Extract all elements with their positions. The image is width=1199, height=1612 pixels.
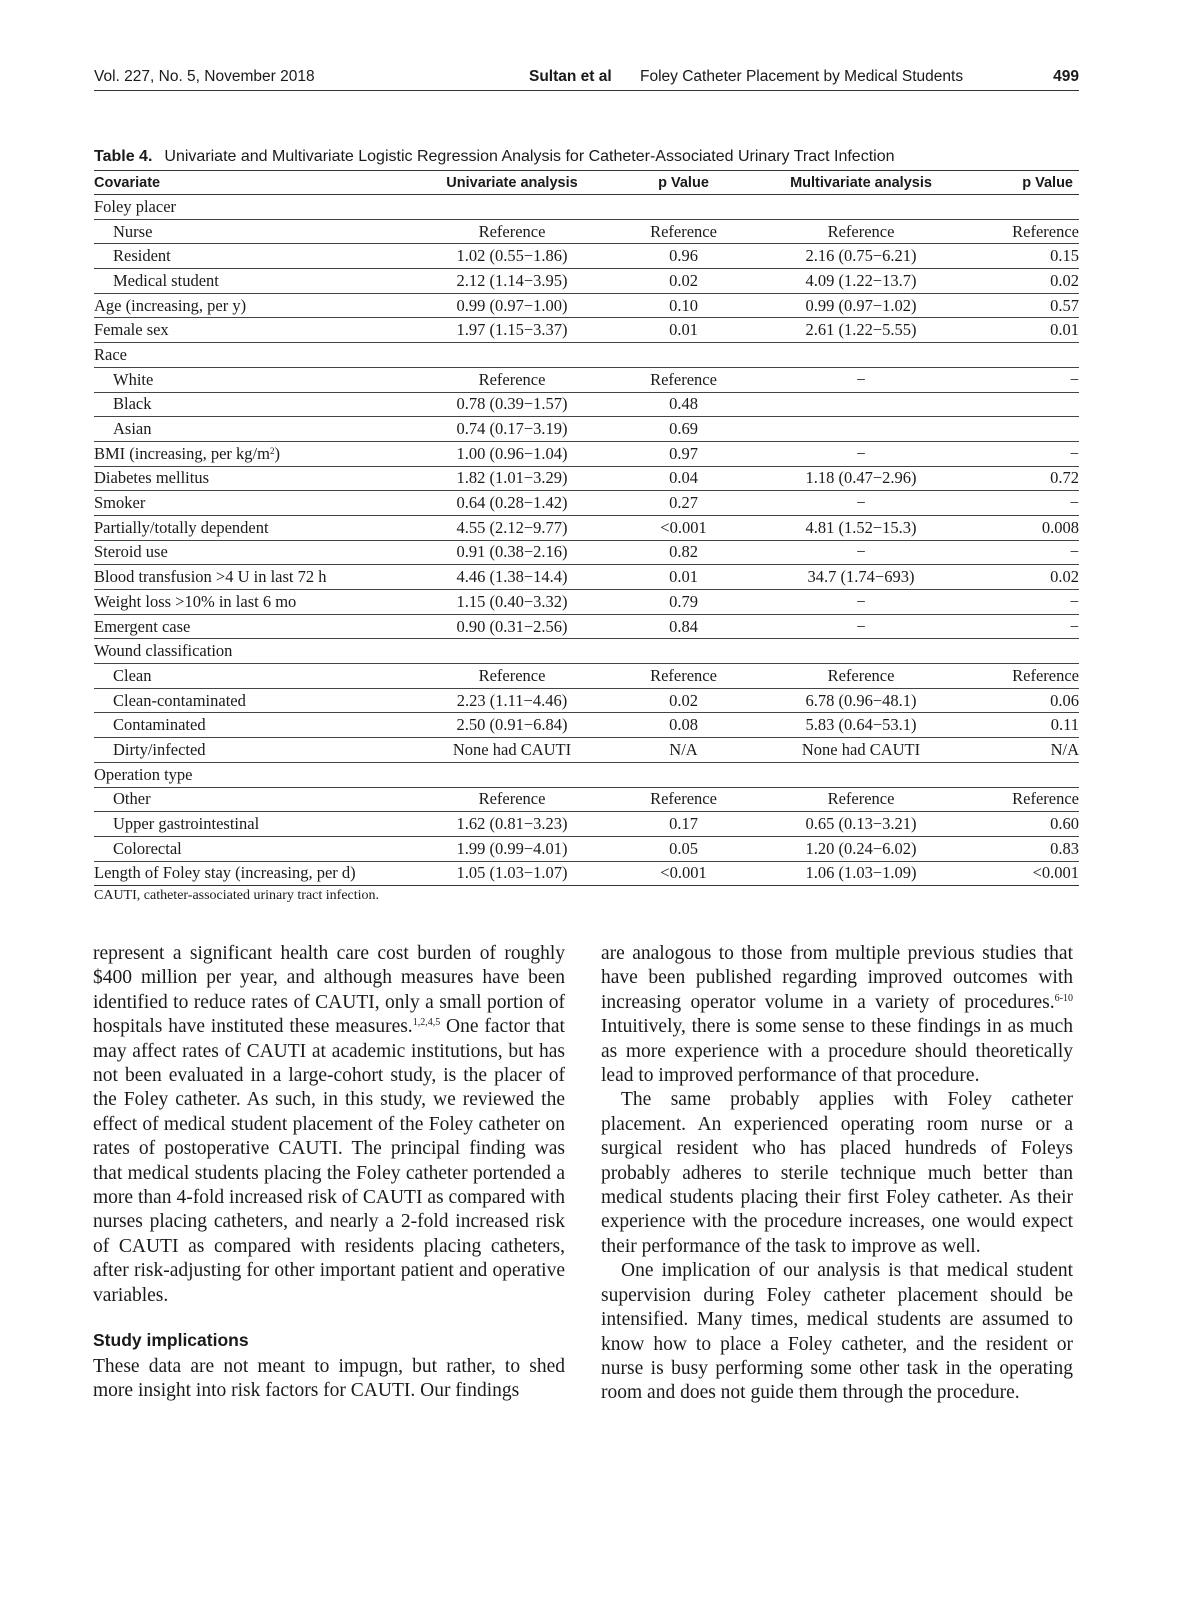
- univariate-p-value: 0.02: [598, 269, 769, 294]
- multivariate-value: [769, 417, 953, 442]
- univariate-p-value: 0.82: [598, 540, 769, 565]
- univariate-value: 2.23 (1.11−4.46): [426, 688, 598, 713]
- univariate-value: 0.78 (0.39−1.57): [426, 392, 598, 417]
- univariate-value: 1.05 (1.03−1.07): [426, 861, 598, 886]
- multivariate-value: 2.16 (0.75−6.21): [769, 244, 953, 269]
- multivariate-p-value: 0.06: [953, 688, 1079, 713]
- univariate-p-value: Reference: [598, 367, 769, 392]
- univariate-value: None had CAUTI: [426, 738, 598, 763]
- univariate-value: 1.99 (0.99−4.01): [426, 836, 598, 861]
- univariate-value: 4.55 (2.12−9.77): [426, 515, 598, 540]
- univariate-p-value: 0.10: [598, 293, 769, 318]
- page-number: 499: [1053, 68, 1079, 85]
- univariate-p-value: <0.001: [598, 515, 769, 540]
- multivariate-p-value: [953, 195, 1079, 220]
- paragraph: [93, 942, 565, 1308]
- univariate-p-value: [598, 343, 769, 368]
- univariate-p-value: 0.96: [598, 244, 769, 269]
- univariate-value: Reference: [426, 367, 598, 392]
- covariate-label: Resident: [94, 244, 426, 269]
- covariate-label: Steroid use: [94, 540, 426, 565]
- table-row: [94, 343, 1079, 368]
- multivariate-value: 1.20 (0.24−6.02): [769, 836, 953, 861]
- col-header-univariate: Univariate analysis: [426, 171, 598, 195]
- univariate-value: 1.82 (1.01−3.29): [426, 466, 598, 491]
- covariate-label: Race: [94, 343, 426, 368]
- table-row: [94, 392, 1079, 417]
- univariate-p-value: 0.48: [598, 392, 769, 417]
- univariate-p-value: 0.17: [598, 812, 769, 837]
- univariate-p-value: 0.04: [598, 466, 769, 491]
- covariate-label: Contaminated: [94, 713, 426, 738]
- multivariate-value: 34.7 (1.74−693): [769, 565, 953, 590]
- covariate-label: Colorectal: [94, 836, 426, 861]
- covariate-label: Medical student: [94, 269, 426, 294]
- multivariate-value: [769, 639, 953, 664]
- multivariate-p-value: [953, 639, 1079, 664]
- multivariate-p-value: Reference: [953, 787, 1079, 812]
- multivariate-value: 6.78 (0.96−48.1): [769, 688, 953, 713]
- paragraph-text: Intuitively, there is some sense to these findings in as much as more experience with a procedure should theoretically lead to improved performance of that procedure.: [601, 1016, 1073, 1087]
- table-header-row: [94, 171, 1079, 195]
- table-row: [94, 787, 1079, 812]
- table-row: [94, 762, 1079, 787]
- table-row: [94, 219, 1079, 244]
- table-row: [94, 836, 1079, 861]
- regression-table: [94, 170, 1079, 886]
- multivariate-p-value: 0.72: [953, 466, 1079, 491]
- paragraph: One implication of our analysis is that medical student supervision during Foley catheter placement should be intensified. Many times, medical students are assumed to know how to place a Foley catheter, and the resident or nurse is busy performing some other task in the operating room and does not guide them through the procedure.: [601, 1260, 1073, 1404]
- table-caption-text: Univariate and Multivariate Logistic Regression Analysis for Catheter-Associated Urinary Tract Infection: [164, 148, 895, 165]
- table-row: [94, 417, 1079, 442]
- multivariate-value: Reference: [769, 219, 953, 244]
- univariate-value: 0.90 (0.31−2.56): [426, 614, 598, 639]
- covariate-label: Clean-contaminated: [94, 688, 426, 713]
- paragraph-text: represent a significant health care cost burden of roughly $400 million per year, and although measures have been identified to reduce rates of CAUTI, only a small portion of hospitals have instituted these measures.: [93, 943, 565, 1038]
- running-header: [94, 66, 1079, 91]
- col-header-multivariate: Multivariate analysis: [769, 171, 953, 195]
- table-row: [94, 491, 1079, 516]
- table-row: [94, 713, 1079, 738]
- covariate-label: Operation type: [94, 762, 426, 787]
- univariate-p-value: Reference: [598, 787, 769, 812]
- table-row: [94, 664, 1079, 689]
- univariate-value: 2.50 (0.91−6.84): [426, 713, 598, 738]
- univariate-value: 2.12 (1.14−3.95): [426, 269, 598, 294]
- univariate-value: 0.91 (0.38−2.16): [426, 540, 598, 565]
- covariate-label: BMI (increasing, per $kg/m^2$): [94, 441, 426, 466]
- multivariate-value: −: [769, 614, 953, 639]
- multivariate-p-value: −: [953, 590, 1079, 615]
- section-subheading: Study implications: [93, 1330, 249, 1351]
- multivariate-p-value: 0.008: [953, 515, 1079, 540]
- multivariate-p-value: 0.57: [953, 293, 1079, 318]
- paragraph-text: are analogous to those from multiple previous studies that have been published regarding improved outcomes with increasing operator volume in a variety of procedures.: [601, 943, 1073, 1013]
- multivariate-p-value: −: [953, 441, 1079, 466]
- univariate-value: 4.46 (1.38−14.4): [426, 565, 598, 590]
- multivariate-value: 4.81 (1.52−15.3): [769, 515, 953, 540]
- univariate-value: [426, 343, 598, 368]
- univariate-p-value: 0.27: [598, 491, 769, 516]
- multivariate-p-value: −: [953, 367, 1079, 392]
- univariate-p-value: 0.01: [598, 565, 769, 590]
- multivariate-p-value: 0.15: [953, 244, 1079, 269]
- multivariate-value: [769, 195, 953, 220]
- univariate-p-value: 0.84: [598, 614, 769, 639]
- univariate-value: [426, 195, 598, 220]
- table-row: [94, 318, 1079, 343]
- table-row: [94, 861, 1079, 886]
- multivariate-value: 5.83 (0.64−53.1): [769, 713, 953, 738]
- multivariate-value: None had CAUTI: [769, 738, 953, 763]
- col-header-covariate: Covariate: [94, 171, 426, 195]
- multivariate-p-value: [953, 343, 1079, 368]
- multivariate-p-value: −: [953, 614, 1079, 639]
- covariate-label: Upper gastrointestinal: [94, 812, 426, 837]
- univariate-value: 0.64 (0.28−1.42): [426, 491, 598, 516]
- multivariate-p-value: Reference: [953, 219, 1079, 244]
- multivariate-p-value: [953, 392, 1079, 417]
- table-row: [94, 466, 1079, 491]
- covariate-label: Other: [94, 787, 426, 812]
- covariate-label: Foley placer: [94, 195, 426, 220]
- multivariate-p-value: <0.001: [953, 861, 1079, 886]
- table-row: [94, 565, 1079, 590]
- covariate-label: Smoker: [94, 491, 426, 516]
- multivariate-value: Reference: [769, 664, 953, 689]
- multivariate-p-value: 0.02: [953, 269, 1079, 294]
- table-row: [94, 540, 1079, 565]
- table-row: [94, 688, 1079, 713]
- multivariate-value: 0.65 (0.13−3.21): [769, 812, 953, 837]
- table-row: [94, 367, 1079, 392]
- univariate-value: 1.02 (0.55−1.86): [426, 244, 598, 269]
- covariate-label: Nurse: [94, 219, 426, 244]
- univariate-p-value: 0.97: [598, 441, 769, 466]
- table-row: [94, 614, 1079, 639]
- univariate-value: 1.00 (0.96−1.04): [426, 441, 598, 466]
- univariate-value: Reference: [426, 219, 598, 244]
- multivariate-value: [769, 392, 953, 417]
- covariate-label: Blood transfusion >4 U in last 72 h: [94, 565, 426, 590]
- univariate-value: [426, 639, 598, 664]
- table-row: [94, 639, 1079, 664]
- citation: 1,2,4,5: [412, 1017, 441, 1029]
- covariate-label: Diabetes mellitus: [94, 466, 426, 491]
- multivariate-p-value: Reference: [953, 664, 1079, 689]
- body-column-right: [601, 942, 1073, 1406]
- multivariate-value: 1.06 (1.03−1.09): [769, 861, 953, 886]
- table-row: [94, 590, 1079, 615]
- univariate-p-value: N/A: [598, 738, 769, 763]
- covariate-label: Emergent case: [94, 614, 426, 639]
- multivariate-p-value: 0.01: [953, 318, 1079, 343]
- multivariate-value: [769, 762, 953, 787]
- covariate-label: Age (increasing, per y): [94, 293, 426, 318]
- multivariate-value: [769, 343, 953, 368]
- table-row: [94, 195, 1079, 220]
- multivariate-p-value: 0.02: [953, 565, 1079, 590]
- univariate-p-value: 0.08: [598, 713, 769, 738]
- univariate-value: Reference: [426, 664, 598, 689]
- col-header-p-multivariate: p Value: [953, 171, 1079, 195]
- multivariate-value: −: [769, 441, 953, 466]
- covariate-label: Wound classification: [94, 639, 426, 664]
- univariate-p-value: [598, 639, 769, 664]
- multivariate-value: 4.09 (1.22−13.7): [769, 269, 953, 294]
- multivariate-value: 0.99 (0.97−1.02): [769, 293, 953, 318]
- covariate-label: Partially/totally dependent: [94, 515, 426, 540]
- multivariate-p-value: 0.83: [953, 836, 1079, 861]
- multivariate-value: −: [769, 590, 953, 615]
- multivariate-p-value: 0.11: [953, 713, 1079, 738]
- covariate-label: Female sex: [94, 318, 426, 343]
- univariate-p-value: 0.02: [598, 688, 769, 713]
- univariate-p-value: [598, 762, 769, 787]
- multivariate-p-value: N/A: [953, 738, 1079, 763]
- univariate-p-value: [598, 195, 769, 220]
- paragraph: These data are not meant to impugn, but rather, to shed more insight into risk factors for CAUTI. Our findings: [93, 1355, 565, 1401]
- citation: 6-10: [1054, 992, 1073, 1004]
- univariate-value: [426, 762, 598, 787]
- table-caption: [94, 148, 1079, 166]
- univariate-value: 1.97 (1.15−3.37): [426, 318, 598, 343]
- multivariate-p-value: −: [953, 540, 1079, 565]
- univariate-p-value: 0.69: [598, 417, 769, 442]
- table-label: Table 4.: [94, 148, 153, 165]
- univariate-value: 0.99 (0.97−1.00): [426, 293, 598, 318]
- journal-volume: Vol. 227, No. 5, November 2018: [94, 68, 315, 85]
- univariate-value: 0.74 (0.17−3.19): [426, 417, 598, 442]
- covariate-label: Dirty/infected: [94, 738, 426, 763]
- table-row: [94, 269, 1079, 294]
- multivariate-value: −: [769, 491, 953, 516]
- running-authors: Sultan et al: [529, 68, 612, 85]
- table-footnote: CAUTI, catheter-associated urinary tract infection.: [94, 888, 380, 903]
- multivariate-p-value: [953, 417, 1079, 442]
- col-header-p-univariate: p Value: [598, 171, 769, 195]
- multivariate-value: 1.18 (0.47−2.96): [769, 466, 953, 491]
- univariate-p-value: Reference: [598, 664, 769, 689]
- covariate-label: Asian: [94, 417, 426, 442]
- univariate-p-value: 0.05: [598, 836, 769, 861]
- body-column-left: [93, 942, 565, 1403]
- multivariate-value: −: [769, 367, 953, 392]
- multivariate-p-value: [953, 762, 1079, 787]
- multivariate-value: 2.61 (1.22−5.55): [769, 318, 953, 343]
- running-title: Foley Catheter Placement by Medical Students: [640, 68, 964, 85]
- multivariate-value: −: [769, 540, 953, 565]
- multivariate-value: Reference: [769, 787, 953, 812]
- covariate-label: Clean: [94, 664, 426, 689]
- univariate-p-value: Reference: [598, 219, 769, 244]
- paragraph-text: One factor that may affect rates of CAUTI at academic institutions, but has not been evaluated in a large-cohort study, is the placer of the Foley catheter. As such, in this study, we reviewed the effect of medical student placement of the Foley catheter on rates of postoperative CAUTI. The principal finding was that medical students placing the Foley catheter portended a more than 4-fold increased risk of CAUTI as compared with nurses placing catheters, and nearly a 2-fold increased risk of CAUTI as compared with residents placing catheters, after risk-adjusting for other important patient and operative variables.: [93, 1016, 565, 1306]
- univariate-p-value: <0.001: [598, 861, 769, 886]
- paragraph: The same probably applies with Foley catheter placement. An experienced operating room nurse or a surgical resident who has placed hundreds of Foleys probably adheres to sterile technique much better than medical students placing their first Foley catheter. As their experience with the procedure increases, one would expect their performance of the task to improve as well.: [601, 1089, 1073, 1257]
- multivariate-p-value: 0.60: [953, 812, 1079, 837]
- covariate-label: White: [94, 367, 426, 392]
- univariate-p-value: 0.01: [598, 318, 769, 343]
- covariate-label: Length of Foley stay (increasing, per d): [94, 861, 426, 886]
- table-row: [94, 441, 1079, 466]
- table-row: [94, 293, 1079, 318]
- univariate-p-value: 0.79: [598, 590, 769, 615]
- covariate-label: Weight loss >10% in last 6 mo: [94, 590, 426, 615]
- table-row: [94, 738, 1079, 763]
- paragraph: [601, 942, 1073, 1088]
- table-row: [94, 812, 1079, 837]
- multivariate-p-value: −: [953, 491, 1079, 516]
- table-row: [94, 244, 1079, 269]
- univariate-value: 1.15 (0.40−3.32): [426, 590, 598, 615]
- univariate-value: Reference: [426, 787, 598, 812]
- table-row: [94, 515, 1079, 540]
- univariate-value: 1.62 (0.81−3.23): [426, 812, 598, 837]
- covariate-label: Black: [94, 392, 426, 417]
